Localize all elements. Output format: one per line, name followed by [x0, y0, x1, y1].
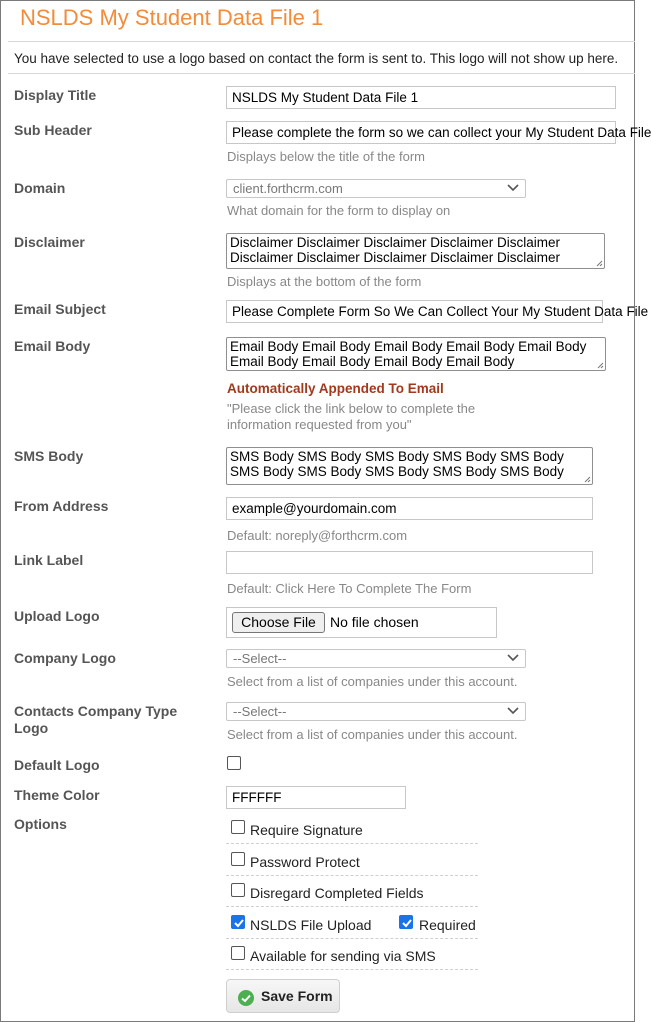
display-title-input[interactable]: NSLDS My Student Data File 1 [226, 86, 616, 109]
email-subject-input[interactable]: Please Complete Form So We Can Collect Your My Student Data File [226, 300, 603, 323]
require-signature-label: Require Signature [250, 822, 363, 838]
contacts-company-type-logo-value: --Select-- [233, 704, 287, 719]
disregard-completed-fields-label: Disregard Completed Fields [250, 885, 424, 901]
from-address-label: From Address [14, 498, 109, 514]
appended-title: Automatically Appended To Email [227, 381, 444, 396]
nslds-file-upload-checkbox[interactable] [231, 915, 245, 929]
theme-color-input[interactable]: FFFFFF [226, 786, 406, 809]
file-upload [226, 607, 497, 638]
check-icon [233, 917, 245, 929]
sms-body-textarea[interactable] [226, 447, 593, 485]
option-divider [226, 906, 478, 907]
password-protect-label: Password Protect [250, 854, 360, 870]
disclaimer-text: Disclaimer Disclaimer Disclaimer Disclaimer Disclaimer Disclaimer Disclaimer Disclaimer Disclaimer Disclaimer [230, 235, 561, 265]
display-title-label: Display Title [14, 87, 97, 103]
option-divider [226, 938, 478, 939]
disclaimer-textarea[interactable] [226, 233, 605, 269]
link-label-input[interactable] [226, 551, 593, 574]
check-icon [401, 917, 413, 929]
company-logo-value: --Select-- [233, 651, 287, 666]
from-address-hint: Default: noreply@forthcrm.com [227, 528, 408, 543]
contacts-company-type-logo-hint: Select from a list of companies under this account. [227, 727, 518, 742]
sub-header-label: Sub Header [14, 122, 92, 138]
default-logo-checkbox[interactable] [227, 756, 241, 770]
chevron-down-icon [507, 654, 519, 662]
password-protect-checkbox[interactable] [231, 852, 245, 866]
disregard-completed-fields-checkbox[interactable] [231, 883, 245, 897]
domain-hint: What domain for the form to display on [227, 203, 451, 218]
options-label: Options [14, 816, 67, 832]
disclaimer-label: Disclaimer [14, 234, 85, 250]
resize-grip-icon[interactable] [596, 260, 603, 267]
page-title: NSLDS My Student Data File 1 [20, 5, 324, 30]
nslds-file-upload-label: NSLDS File Upload [250, 917, 372, 933]
domain-select-value: client.forthcrm.com [233, 181, 343, 196]
save-form-label: Save Form [261, 988, 333, 1004]
available-via-sms-checkbox[interactable] [231, 946, 245, 960]
divider [8, 73, 635, 74]
email-subject-label: Email Subject [14, 301, 106, 317]
from-address-input[interactable]: example@yourdomain.com [226, 497, 593, 520]
sub-header-input[interactable]: Please complete the form so we can collect your My Student Data File [226, 121, 616, 144]
default-logo-label: Default Logo [14, 757, 100, 773]
resize-grip-icon[interactable] [597, 362, 604, 369]
option-divider [226, 875, 478, 876]
resize-grip-icon[interactable] [584, 476, 591, 483]
logo-note: You have selected to use a logo based on contact the form is sent to. This logo will not show up here. [14, 51, 619, 66]
email-body-textarea[interactable] [226, 337, 606, 371]
check-circle-icon [237, 989, 255, 1007]
sub-header-hint: Displays below the title of the form [227, 149, 425, 164]
available-via-sms-label: Available for sending via SMS [250, 948, 436, 964]
save-form-button[interactable] [226, 979, 340, 1013]
domain-select[interactable] [226, 179, 526, 198]
company-logo-hint: Select from a list of companies under this account. [227, 674, 518, 689]
company-logo-select[interactable] [226, 649, 526, 668]
option-divider [226, 843, 478, 844]
domain-label: Domain [14, 180, 66, 196]
company-logo-label: Company Logo [14, 650, 116, 666]
chevron-down-icon [507, 184, 519, 192]
email-body-text: Email Body Email Body Email Body Email Body Email Body Email Body Email Body Email Body Email Body [230, 339, 587, 369]
option-divider [226, 969, 478, 970]
require-signature-checkbox[interactable] [231, 820, 245, 834]
email-body-label: Email Body [14, 338, 91, 354]
required-label: Required [419, 917, 476, 933]
contacts-company-type-logo-label: Contacts Company Type Logo [14, 703, 178, 736]
file-status: No file chosen [330, 614, 419, 630]
link-label-label: Link Label [14, 552, 84, 568]
choose-file-button[interactable]: Choose File [232, 612, 325, 633]
link-label-hint: Default: Click Here To Complete The Form [227, 581, 472, 596]
sms-body-text: SMS Body SMS Body SMS Body SMS Body SMS Body SMS Body SMS Body SMS Body SMS Body SMS Body [230, 449, 564, 479]
chevron-down-icon [507, 707, 519, 715]
appended-text: "Please click the link below to complete the information requested from you" [227, 401, 476, 432]
theme-color-label: Theme Color [14, 787, 100, 803]
sms-body-label: SMS Body [14, 448, 84, 464]
upload-logo-label: Upload Logo [14, 608, 100, 624]
divider [8, 41, 635, 42]
disclaimer-hint: Displays at the bottom of the form [227, 274, 422, 289]
required-checkbox[interactable] [399, 915, 413, 929]
contacts-company-type-logo-select[interactable] [226, 702, 526, 721]
